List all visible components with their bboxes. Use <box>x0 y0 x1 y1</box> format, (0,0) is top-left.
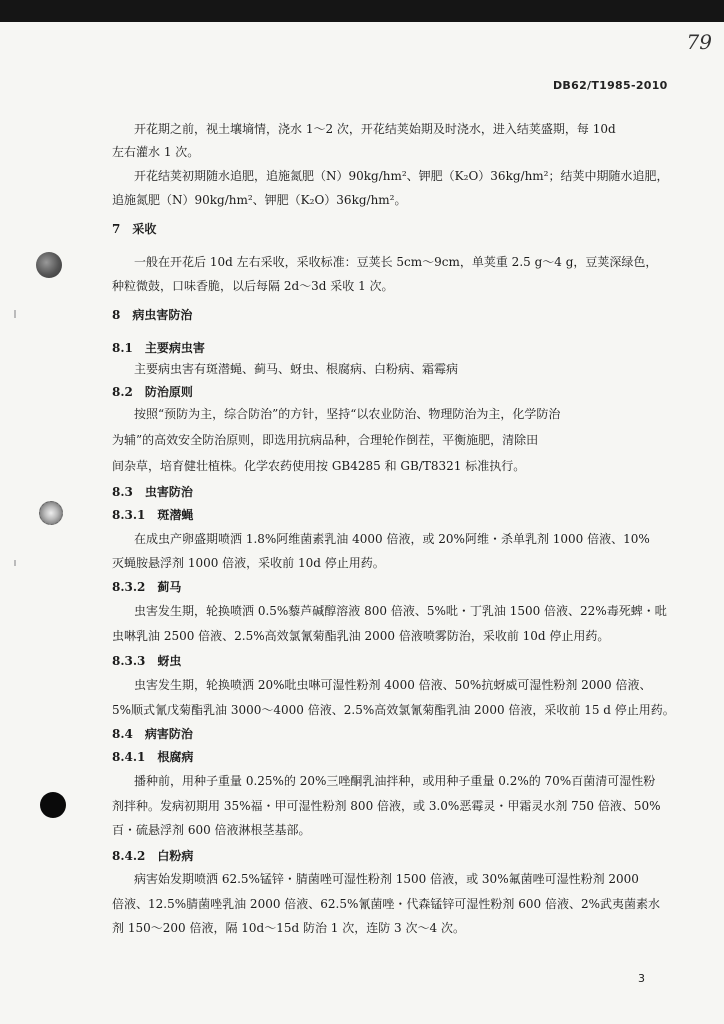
text-line: 倍液、12.5%腈菌唑乳油 2000 倍液、62.5%氰菌唑・代森锰锌可湿性粉剂 600 倍液、2%武夷菌素水 <box>112 897 660 911</box>
text-line: 按照“预防为主，综合防治”的方针，坚持“以农业防治、物理防治为主，化学防治 <box>134 407 561 421</box>
section-heading: 7 采收 <box>112 222 157 236</box>
section-heading: 8.4.1 根腐病 <box>112 750 194 764</box>
binding-hole-icon <box>39 501 63 525</box>
text-line: 为辅”的高效安全防治原则，即选用抗病品种，合理轮作倒茬，平衡施肥，清除田 <box>112 433 539 447</box>
text-line: 间杂草，培育健壮植株。化学农药使用按 GB4285 和 GB/T8321 标准执行。 <box>112 459 526 473</box>
text-line: 追施氮肥（N）90kg/hm²、钾肥（K₂O）36kg/hm²。 <box>112 193 407 207</box>
text-line: 剂 150～200 倍液，隔 10d～15d 防治 1 次，连防 3 次～4 次。 <box>112 921 465 935</box>
text-line: 百・硫悬浮剂 600 倍液淋根茎基部。 <box>112 823 311 837</box>
binding-hole-icon <box>40 792 66 818</box>
text-line: 5%顺式氰戊菊酯乳油 3000～4000 倍液、2.5%高效氯氰菊酯乳油 2000 倍液，采收前 15 d 停止用药。 <box>112 703 675 717</box>
text-line: 种粒微鼓，口味香脆，以后每隔 2d～3d 采收 1 次。 <box>112 279 394 293</box>
section-heading: 8.3.2 蓟马 <box>112 580 182 594</box>
section-heading: 8.3 虫害防治 <box>112 485 193 499</box>
standard-code: DB62/T1985-2010 <box>553 79 668 92</box>
text-line: 开花结荚初期随水追肥，追施氮肥（N）90kg/hm²、钾肥（K₂O）36kg/hm²；结荚中期随水追肥， <box>134 169 669 183</box>
text-line: 灭蝇胺悬浮剂 1000 倍液，采收前 10d 停止用药。 <box>112 556 385 570</box>
text-line: 左右灌水 1 次。 <box>112 145 200 159</box>
text-line: 在成虫产卵盛期喷洒 1.8%阿维菌素乳油 4000 倍液，或 20%阿维・杀单乳剂 1000 倍液、10% <box>134 532 650 546</box>
text-line: 一般在开花后 10d 左右采收，采收标准：豆荚长 5cm～9cm，单荚重 2.5 g～4 g，豆荚深绿色， <box>134 255 658 269</box>
section-heading: 8.3.1 斑潜蝇 <box>112 508 194 522</box>
text-line: 虫害发生期，轮换喷洒 20%吡虫啉可湿性粉剂 4000 倍液、50%抗蚜威可湿性粉剂 2000 倍液、 <box>134 678 652 692</box>
section-heading: 8.1 主要病虫害 <box>112 341 205 355</box>
section-heading: 8 病虫害防治 <box>112 308 193 322</box>
section-heading: 8.4 病害防治 <box>112 727 193 741</box>
text-line: 虫啉乳油 2500 倍液、2.5%高效氯氰菊酯乳油 2000 倍液喷雾防治，采收前 10d 停止用药。 <box>112 629 610 643</box>
text-line: 虫害发生期，轮换喷洒 0.5%藜芦碱醇溶液 800 倍液、5%吡・丁乳油 1500 倍液、22%毒死蜱・吡 <box>134 604 667 618</box>
section-heading: 8.4.2 白粉病 <box>112 849 194 863</box>
text-line: 播种前，用种子重量 0.25%的 20%三唑酮乳油拌种，或用种子重量 0.2%的 70%百菌清可湿性粉 <box>134 774 656 788</box>
scan-top-bar <box>0 0 724 22</box>
section-heading: 8.3.3 蚜虫 <box>112 654 182 668</box>
handwritten-page-mark: 79 <box>686 30 712 54</box>
text-line: 病害始发期喷洒 62.5%锰锌・腈菌唑可湿性粉剂 1500 倍液，或 30%氟菌唑可湿性粉剂 2000 <box>134 872 639 886</box>
section-heading: 8.2 防治原则 <box>112 385 193 399</box>
scan-speck <box>14 560 16 566</box>
binding-hole-icon <box>36 252 62 278</box>
page-number: 3 <box>638 972 645 985</box>
text-line: 剂拌种。发病初期用 35%福・甲可湿性粉剂 800 倍液，或 3.0%恶霉灵・甲霜灵水剂 750 倍液、50% <box>112 799 661 813</box>
scan-speck <box>14 310 16 318</box>
text-line: 开花期之前，视土壤墒情，浇水 1～2 次，开花结荚始期及时浇水，进入结荚盛期，每 10d <box>134 122 616 136</box>
text-line: 主要病虫害有斑潜蝇、蓟马、蚜虫、根腐病、白粉病、霜霉病 <box>134 362 459 376</box>
